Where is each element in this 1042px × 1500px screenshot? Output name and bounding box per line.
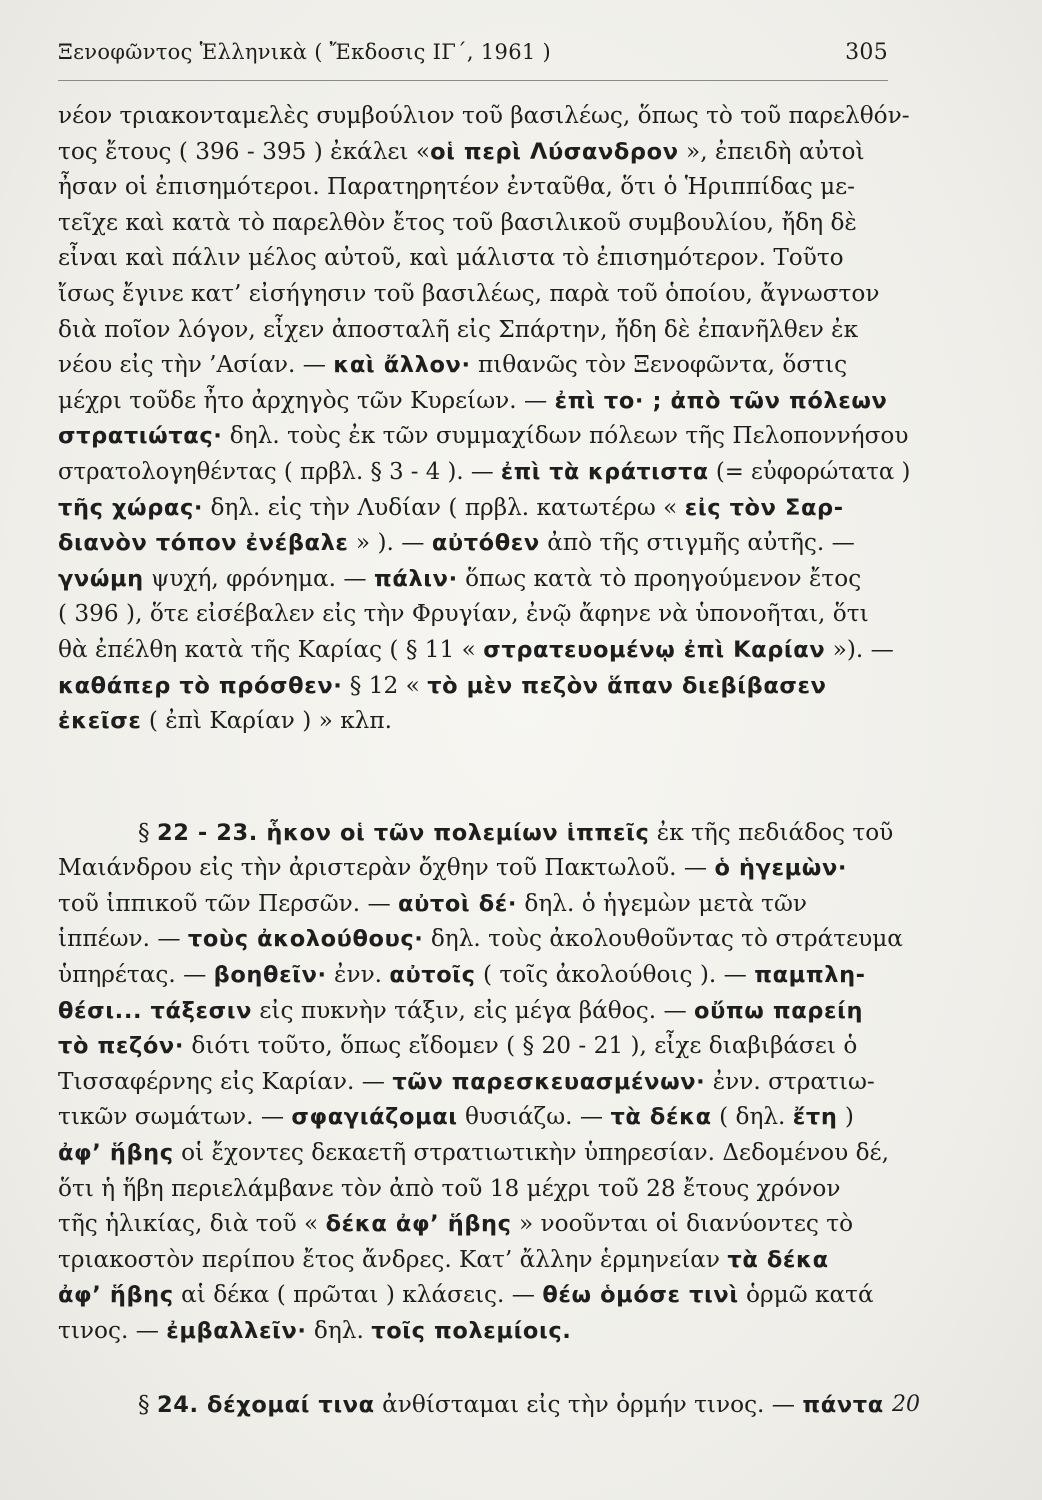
bold-lemma: αὐτοὶ δέ· <box>398 890 518 917</box>
text-line: τεῖχε καὶ κατὰ τὸ παρελθὸν ἔτος τοῦ βασιλικοῦ συμβουλίου, ἤδη δὲ <box>58 208 857 236</box>
header-rule <box>58 80 888 81</box>
signature-mark: 20 <box>892 1392 920 1417</box>
bold-lemma: ὁ ἡγεμὼν· <box>714 855 848 882</box>
bold-lemma: οὔπω παρείη <box>694 997 864 1024</box>
bold-lemma: ἐπὶ το· ; ἀπὸ τῶν πόλεων <box>554 387 888 414</box>
text-line: ἀφ’ ἥβης οἱ ἔχοντες δεκαετῆ στρατιωτικὴν ὑπηρεσίαν. Δεδομένου δέ, <box>58 1139 889 1167</box>
paragraph-gap <box>58 777 910 815</box>
running-header <box>58 40 888 65</box>
text-line: νέον τριακονταμελὲς συμβούλιον τοῦ βασιλέως, ὅπως τὸ τοῦ παρελθόν- <box>58 102 910 129</box>
text-line: ( 396 ), ὅτε εἰσέβαλεν εἰς τὴν Φρυγίαν, ἐνῷ ἄφηνε νὰ ὑπονοῆται, ὅτι <box>58 600 869 628</box>
running-title: Ξενοφῶντος Ἑλληνικὰ ( Ἔκδοσις ΙΓ΄, 1961 ) <box>58 40 551 64</box>
text-line: τοῦ ἱππικοῦ τῶν Περσῶν. — αὐτοὶ δέ· δηλ. ὁ ἡγεμὼν μετὰ τῶν <box>58 889 808 917</box>
text-line: διανὸν τόπον ἐνέβαλε » ). — αὐτόθεν ἀπὸ τῆς στιγμῆς αὐτῆς. — <box>58 529 855 557</box>
bold-lemma: καθάπερ τὸ πρόσθεν· <box>58 672 343 699</box>
bold-lemma: τοὺς ἀκολούθους· <box>187 926 424 953</box>
bold-lemma: παμπλη- <box>754 962 866 989</box>
bold-lemma: γνώμη <box>58 565 144 592</box>
text-line: τὸ πεζόν· διότι τοῦτο, ὅπως εἴδομεν ( § 20 - 21 ), εἶχε διαβιβάσει ὁ <box>58 1032 858 1060</box>
bold-lemma: αὐτόθεν <box>431 530 540 557</box>
bold-lemma: βοηθεῖν· <box>213 962 327 989</box>
text-line: Τισσαφέρνης εἰς Καρίαν. — τῶν παρεσκευασμένων· ἐνν. στρατιω- <box>58 1067 875 1095</box>
text-line: τῆς χώρας· δηλ. εἰς τὴν Λυδίαν ( πρβλ. κατωτέρω « εἰς τὸν Σαρ- <box>58 493 844 521</box>
paragraph-gap <box>58 1349 910 1387</box>
bold-lemma: τὸ μὲν πεζὸν ἅπαν διεβίβασεν <box>427 672 827 699</box>
page-number: 305 <box>845 40 888 65</box>
bold-lemma: τὸ πεζόν· <box>58 1033 184 1060</box>
text-line: διὰ ποῖον λόγον, εἶχεν ἀποσταλῆ εἰς Σπάρτην, ἤδη δὲ ἐπανῆλθεν ἐκ <box>58 315 859 343</box>
bold-lemma: σφαγιάζομαι <box>291 1104 458 1131</box>
bold-lemma: ἀφ’ ἥβης <box>58 1140 174 1167</box>
text-line: ἦσαν οἱ ἐπισημότεροι. Παρατηρητέον ἐνταῦθα, ὅτι ὁ Ἡριππίδας με- <box>58 173 855 201</box>
bold-lemma: δέκα ἀφ’ ἥβης <box>325 1211 512 1238</box>
text-line: στρατολογηθέντας ( πρβλ. § 3 - 4 ). — ἐπὶ τὰ κράτιστα (= εὐφορώτατα ) <box>58 457 911 485</box>
bold-lemma: τὰ δέκα <box>610 1104 712 1131</box>
text-line: ἀφ’ ἥβης αἱ δέκα ( πρῶται ) κλάσεις. — θέω ὁμόσε τινὶ ὁρμῶ κατά <box>58 1281 874 1309</box>
bold-lemma: στρατευομένῳ ἐπὶ Καρίαν <box>483 636 826 663</box>
bold-lemma: θέσι... τάξεσιν <box>58 997 252 1024</box>
bold-lemma: διανὸν τόπον ἐνέβαλε <box>58 530 349 557</box>
text-line: θέσι... τάξεσιν εἰς πυκνὴν τάξιν, εἰς μέγα βάθος. — οὔπω παρείη <box>58 996 864 1024</box>
text-line: θὰ ἐπέλθη κατὰ τῆς Καρίας ( § 11 « στρατευομένῳ ἐπὶ Καρίαν »). — <box>58 635 894 663</box>
text-line: μέχρι τοῦδε ἦτο ἀρχηγὸς τῶν Κυρείων. — ἐπὶ το· ; ἀπὸ τῶν πόλεων <box>58 386 888 414</box>
bold-lemma: τῆς χώρας· <box>58 494 204 521</box>
text-line: ὅτι ἡ ἥβη περιελάμβανε τὸν ἀπὸ τοῦ 18 μέχρι τοῦ 28 ἔτους χρόνον <box>58 1174 841 1202</box>
bold-lemma: ἔτη <box>792 1104 838 1131</box>
text-line: § 22 - 23. ἧκον οἱ τῶν πολεμίων ἱππεῖς ἐκ τῆς πεδιάδος τοῦ <box>138 818 894 846</box>
bold-lemma: καὶ ἄλλον· <box>333 352 471 379</box>
text-line: ἱππέων. — τοὺς ἀκολούθους· δηλ. τοὺς ἀκολουθοῦντας τὸ στράτευμα <box>58 925 903 953</box>
bold-lemma: 22 - 23. ἧκον οἱ τῶν πολεμίων ἱππεῖς <box>156 819 650 846</box>
bold-lemma: αὐτοῖς <box>389 962 476 989</box>
text-line: § 24. δέχομαί τινα ἀνθίσταμαι εἰς τὴν ὁρμήν τινος. — πάντα <box>138 1390 884 1418</box>
bold-lemma: ἐμβαλλεῖν· <box>166 1318 307 1344</box>
bold-lemma: θέω ὁμόσε τινὶ <box>542 1282 739 1309</box>
bold-lemma: τοῖς πολεμίοις. <box>371 1318 572 1344</box>
text-line: Μαιάνδρου εἰς τὴν ἀριστερὰν ὄχθην τοῦ Πακτωλοῦ. — ὁ ἡγεμὼν· <box>58 854 848 882</box>
bold-lemma: πάλιν· <box>373 565 458 592</box>
text-line: καθάπερ τὸ πρόσθεν· § 12 « τὸ μὲν πεζὸν ἅπαν διεβίβασεν <box>58 671 827 699</box>
text-line: νέου εἰς τὴν ’Ασίαν. — καὶ ἄλλον· πιθανῶς τὸν Ξενοφῶντα, ὅστις <box>58 351 848 379</box>
text-line: ἐκεῖσε ( ἐπὶ Καρίαν ) » κλπ. <box>58 707 392 735</box>
text-line: τριακοστὸν περίπου ἔτος ἄνδρες. Κατ’ ἄλλην ἑρμηνείαν τὰ δέκα <box>58 1245 829 1273</box>
paragraph-gap <box>58 739 910 777</box>
text-line: τινος. — ἐμβαλλεῖν· δηλ. τοῖς πολεμίοις. <box>58 1317 572 1344</box>
text-line: στρατιώτας· δηλ. τοὺς ἐκ τῶν συμμαχίδων πόλεων τῆς Πελοποννήσου <box>58 422 909 450</box>
bold-lemma: εἰς τὸν Σαρ- <box>684 494 844 521</box>
text-line: ὑπηρέτας. — βοηθεῖν· ἐνν. αὐτοῖς ( τοῖς ἀκολούθοις ). — παμπλη- <box>58 961 866 989</box>
bold-lemma: τὰ δέκα <box>727 1246 829 1273</box>
text-line: γνώμη ψυχή, φρόνημα. — πάλιν· ὅπως κατὰ τὸ προηγούμενον ἔτος <box>58 564 862 592</box>
bold-lemma: ἐπὶ τὰ κράτιστα <box>500 458 709 485</box>
commentary-text <box>58 98 910 1422</box>
bold-lemma: ἀφ’ ἥβης <box>58 1282 174 1309</box>
text-line: ἴσως ἔγινε κατ’ εἰσήγησιν τοῦ βασιλέως, παρὰ τοῦ ὁποίου, ἄγνωστον <box>58 279 880 307</box>
text-line: τικῶν σωμάτων. — σφαγιάζομαι θυσιάζω. — τὰ δέκα ( δηλ. ἔτη ) <box>58 1103 854 1131</box>
text-line: εἶναι καὶ πάλιν μέλος αὐτοῦ, καὶ μάλιστα τὸ ἐπισημότερον. Τοῦτο <box>58 244 844 272</box>
bold-lemma: 24. δέχομαί τινα <box>156 1391 375 1418</box>
bold-lemma: τῶν παρεσκευασμένων· <box>392 1068 706 1095</box>
text-line: τος ἔτους ( 396 - 395 ) ἐκάλει «οἱ περὶ Λύσανδρον », ἐπειδὴ αὐτοὶ <box>58 137 865 165</box>
bold-lemma: πάντα <box>802 1391 884 1418</box>
bold-lemma: ἐκεῖσε <box>58 708 142 735</box>
bold-lemma: οἱ περὶ Λύσανδρον <box>430 138 679 165</box>
text-line: τῆς ἡλικίας, διὰ τοῦ « δέκα ἀφ’ ἥβης » νοοῦνται οἱ διανύοντες τὸ <box>58 1210 854 1238</box>
bold-lemma: στρατιώτας· <box>58 423 223 450</box>
